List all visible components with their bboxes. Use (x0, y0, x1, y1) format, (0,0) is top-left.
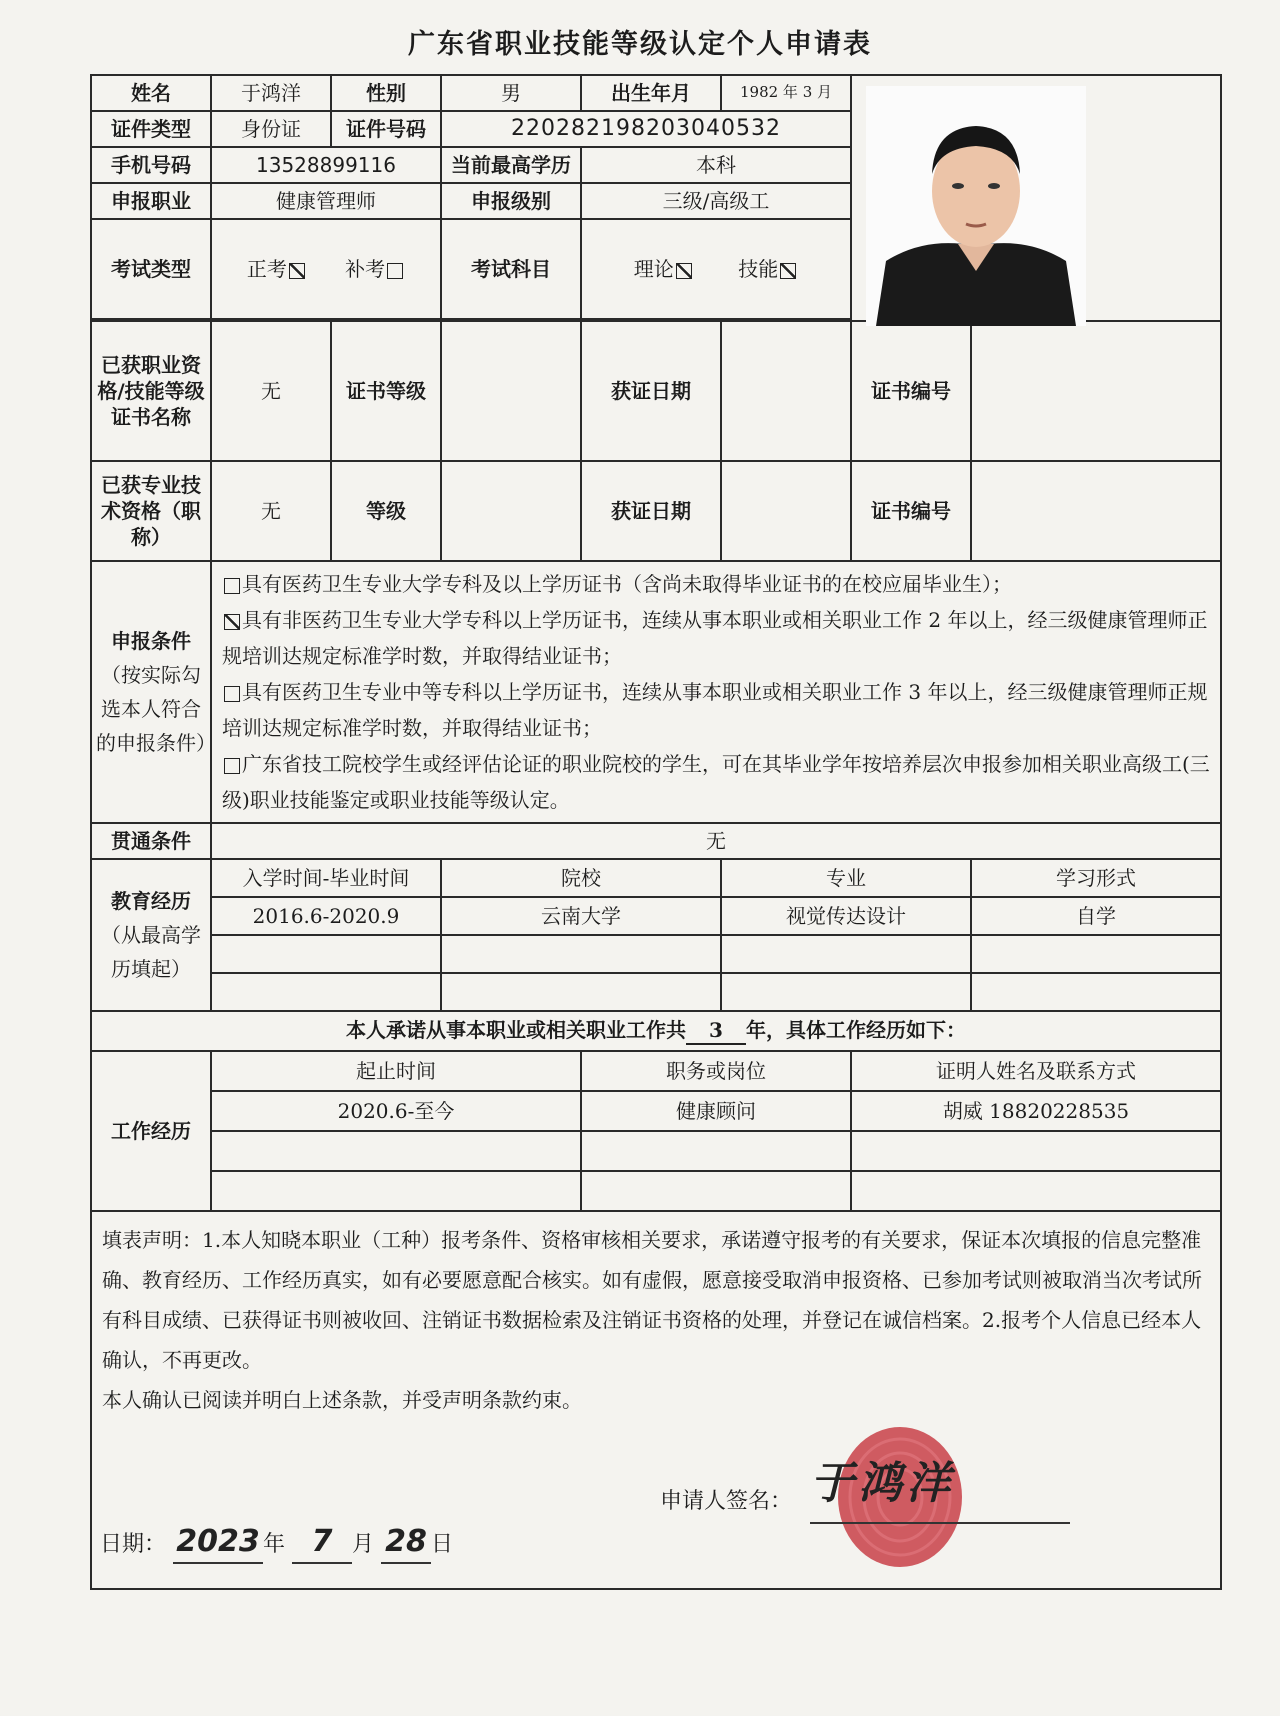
condition-item (222, 566, 1210, 602)
edu-cell (441, 973, 721, 1011)
table-row (91, 1131, 1221, 1171)
condition-text: 具有医药卫生专业中等专科以上学历证书，连续从事本职业或相关职业工作 3 年以上，经三级健康管理师正规培训达规定标准学时数，并取得结业证书； (222, 680, 1208, 740)
date-line (100, 1522, 453, 1565)
conditions-label-cell (91, 561, 216, 823)
condition-checkbox[interactable] (224, 578, 240, 594)
exam-regular-checkbox[interactable] (289, 263, 305, 279)
education-label-cell (91, 859, 211, 1011)
condition-item (222, 674, 1210, 746)
cert2-no-label: 证书编号 (851, 461, 971, 561)
table-row (91, 1091, 1221, 1131)
exam-subject-label: 考试科目 (441, 219, 581, 319)
subject-theory-label: 理论 (633, 257, 674, 281)
work-pledge (91, 1011, 1221, 1051)
edu-cell: 视觉传达设计 (721, 897, 971, 935)
occupation-label: 申报职业 (91, 183, 211, 219)
id-no-value: 220282198203040532 (441, 111, 851, 147)
exam-regular-label: 正考 (246, 257, 287, 281)
work-cell (581, 1131, 851, 1171)
name-label: 姓名 (91, 75, 211, 111)
work-header-reference: 证明人姓名及联系方式 (851, 1051, 1221, 1091)
through-value: 无 (211, 823, 1221, 859)
condition-item (222, 746, 1210, 818)
edu-cell (721, 973, 971, 1011)
subject-skill-label: 技能 (738, 257, 779, 281)
cert2-grade-value (441, 461, 581, 561)
cert1-value: 无 (211, 321, 331, 461)
pledge-years: 3 (686, 1017, 746, 1045)
edu-cell: 自学 (971, 897, 1221, 935)
date-year: 2023 (173, 1522, 263, 1564)
exam-subject-options (581, 219, 851, 319)
edu-cell (441, 935, 721, 973)
cert1-grade-label: 证书等级 (331, 321, 441, 461)
gender-value: 男 (441, 75, 581, 111)
subject-skill-checkbox[interactable] (780, 263, 796, 279)
condition-text: 具有医药卫生专业大学专科及以上学历证书（含尚未取得毕业证书的在校应届毕业生）； (242, 572, 1012, 596)
edu-header-major: 专业 (721, 859, 971, 897)
work-cell (581, 1171, 851, 1211)
work-cell: 胡威 18820228535 (851, 1091, 1221, 1131)
cert2-label: 已获专业技术资格（职称） (91, 461, 211, 561)
edu-label: 当前最高学历 (441, 147, 581, 183)
date-label: 日期： (100, 1532, 167, 1557)
subject-theory-checkbox[interactable] (676, 263, 692, 279)
work-header-period: 起止时间 (211, 1051, 581, 1091)
cert2-date-value (721, 461, 851, 561)
edu-cell (971, 973, 1221, 1011)
table-row (91, 1171, 1221, 1211)
photo-cell (851, 75, 1221, 321)
cert2-date-label: 获证日期 (581, 461, 721, 561)
sign-label: 申请人签名： (660, 1489, 793, 1514)
exam-type-label: 考试类型 (91, 219, 211, 319)
cert1-date-value (721, 321, 851, 461)
phone-label: 手机号码 (91, 147, 211, 183)
edu-cell (971, 935, 1221, 973)
date-day-unit: 日 (431, 1532, 454, 1557)
table-row (91, 897, 1221, 935)
work-label: 工作经历 (91, 1051, 211, 1211)
condition-item (222, 602, 1210, 674)
table-row (91, 973, 1221, 1011)
edu-cell: 2016.6-2020.9 (211, 897, 441, 935)
signature-block (660, 1442, 1180, 1552)
edu-value: 本科 (581, 147, 851, 183)
work-cell (211, 1131, 581, 1171)
cert2-grade-label: 等级 (331, 461, 441, 561)
phone-value: 13528899116 (211, 147, 441, 183)
work-cell (851, 1171, 1221, 1211)
work-cell: 健康顾问 (581, 1091, 851, 1131)
condition-checkbox[interactable] (224, 614, 240, 630)
form-frame (90, 74, 1220, 1688)
education-sublabel: （从最高学历填起） (101, 923, 201, 981)
date-month: 7 (292, 1522, 352, 1564)
level-label: 申报级别 (441, 183, 581, 219)
birth-label: 出生年月 (581, 75, 721, 111)
signature-line (810, 1522, 1070, 1524)
birth-value: 1982 年 3 月 (721, 75, 851, 111)
applicant-signature: 于鸿洋 (810, 1458, 954, 1509)
form-table (90, 74, 1222, 1590)
cert1-date-label: 获证日期 (581, 321, 721, 461)
level-value: 三级/高级工 (581, 183, 851, 219)
name-value: 于鸿洋 (211, 75, 331, 111)
table-row (91, 935, 1221, 973)
edu-header-time: 入学时间-毕业时间 (211, 859, 441, 897)
cert1-grade-value (441, 321, 581, 461)
date-day: 28 (381, 1522, 431, 1564)
edu-header-school: 院校 (441, 859, 721, 897)
exam-makeup-checkbox[interactable] (387, 263, 403, 279)
id-type-label: 证件类型 (91, 111, 211, 147)
conditions-list (211, 561, 1221, 823)
edu-header-form: 学习形式 (971, 859, 1221, 897)
condition-checkbox[interactable] (224, 758, 240, 774)
education-label: 教育经历 (111, 889, 191, 913)
date-year-unit: 年 (263, 1532, 286, 1557)
work-cell (851, 1131, 1221, 1171)
declaration-cell (91, 1211, 1221, 1589)
edu-cell (211, 973, 441, 1011)
condition-checkbox[interactable] (224, 686, 240, 702)
cert1-label: 已获职业资格/技能等级证书名称 (91, 321, 211, 461)
cert1-no-label: 证书编号 (851, 321, 971, 461)
through-label: 贯通条件 (91, 823, 211, 859)
exam-type-options (211, 219, 441, 319)
pledge-after: 年，具体工作经历如下： (746, 1018, 966, 1042)
date-month-unit: 月 (352, 1532, 375, 1557)
applicant-photo (866, 86, 1086, 326)
condition-text: 广东省技工院校学生或经评估论证的职业院校的学生，可在其毕业学年按培养层次申报参加相关职业高级工(三级)职业技能鉴定或职业技能等级认定。 (222, 752, 1210, 812)
declaration-text: 填表声明：1.本人知晓本职业（工种）报考条件、资格审核相关要求，承诺遵守报考的有关要求，保证本次填报的信息完整准确、教育经历、工作经历真实，如有必要愿意配合核实。如有虚假，愿意接受取消申报资格、已参加考试则被取消当次考试所有科目成绩、已获得证书则被收回、注销证书数据检索及注销证书资格的处理，并登记在诚信档案。2.报考个人信息已经本人确认，不再更改。 (102, 1228, 1202, 1372)
occupation-value: 健康管理师 (211, 183, 441, 219)
id-type-value: 身份证 (211, 111, 331, 147)
work-cell (211, 1171, 581, 1211)
declaration-confirm: 本人确认已阅读并明白上述条款，并受声明条款约束。 (102, 1388, 582, 1412)
pledge-before: 本人承诺从事本职业或相关职业工作共 (346, 1018, 686, 1042)
form-title: 广东省职业技能等级认定个人申请表 (408, 29, 872, 60)
edu-cell (211, 935, 441, 973)
edu-cell (721, 935, 971, 973)
condition-text: 具有非医药卫生专业大学专科以上学历证书，连续从事本职业或相关职业工作 2 年以上，经三级健康管理师正规培训达规定标准学时数，并取得结业证书； (222, 608, 1208, 668)
work-cell: 2020.6-至今 (211, 1091, 581, 1131)
work-header-position: 职务或岗位 (581, 1051, 851, 1091)
conditions-sublabel: （按实际勾选本人符合的申报条件） (96, 663, 216, 755)
exam-makeup-label: 补考 (345, 257, 386, 281)
conditions-label: 申报条件 (111, 629, 191, 653)
cert2-value: 无 (211, 461, 331, 561)
edu-cell: 云南大学 (441, 897, 721, 935)
gender-label: 性别 (331, 75, 441, 111)
id-no-label: 证件号码 (331, 111, 441, 147)
cert2-no-value (971, 461, 1221, 561)
cert1-no-value (971, 321, 1221, 461)
